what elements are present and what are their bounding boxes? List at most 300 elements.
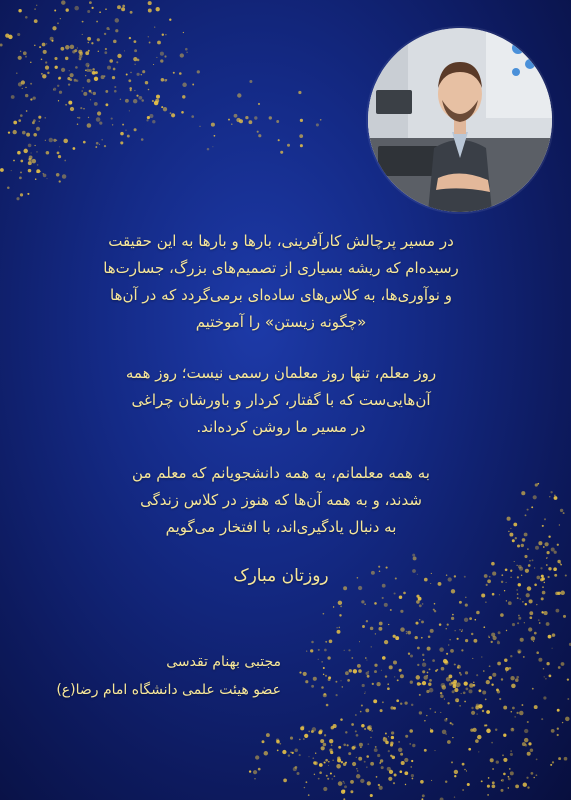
sparkle-dot — [356, 757, 357, 758]
sparkle-dot — [341, 790, 345, 794]
sparkle-dot — [312, 757, 314, 759]
sparkle-dot — [170, 112, 172, 114]
sparkle-dot — [353, 745, 356, 748]
sparkle-dot — [304, 787, 305, 788]
sparkle-dot — [67, 77, 70, 80]
sparkle-dot — [344, 785, 347, 788]
sparkle-dot — [524, 738, 528, 742]
sparkle-dot — [520, 598, 522, 600]
sparkle-dot — [34, 45, 35, 46]
sparkle-dot — [35, 178, 37, 180]
sparkle-dot — [405, 784, 406, 785]
sparkle-dot — [504, 590, 505, 591]
sparkle-dot — [387, 683, 389, 685]
sparkle-dot — [459, 705, 460, 706]
sparkle-dot — [61, 0, 65, 4]
sparkle-dot — [451, 682, 454, 685]
sparkle-dot — [318, 649, 320, 651]
sparkle-dot — [459, 629, 460, 630]
sparkle-dot — [509, 768, 511, 770]
sparkle-dot — [27, 193, 29, 195]
sparkle-dot — [433, 609, 435, 611]
sparkle-dot — [104, 33, 106, 35]
sparkle-dot — [476, 674, 478, 676]
sparkle-dot — [136, 95, 138, 97]
sparkle-dot — [121, 7, 125, 11]
sparkle-dot — [45, 61, 47, 63]
sparkle-dot — [343, 744, 346, 747]
sparkle-dot — [503, 758, 507, 762]
sparkle-dot — [427, 672, 429, 674]
sparkle-dot — [543, 696, 546, 699]
sparkle-dot — [465, 597, 466, 598]
sparkle-dot — [408, 653, 410, 655]
sparkle-dot — [185, 48, 188, 51]
sparkle-dot — [557, 728, 559, 730]
sparkle-dot — [410, 681, 413, 684]
sparkle-dot — [63, 139, 68, 144]
sparkle-dot — [532, 688, 534, 690]
sparkle-dot — [469, 617, 472, 620]
sparkle-dot — [422, 670, 425, 673]
sparkle-dot — [105, 48, 107, 50]
sparkle-dot — [421, 620, 424, 623]
sparkle-dot — [339, 614, 341, 616]
sparkle-dot — [364, 603, 365, 604]
sparkle-dot — [464, 618, 468, 622]
sparkle-dot — [314, 761, 318, 765]
sparkle-dot — [548, 536, 550, 538]
sparkle-dot — [465, 671, 468, 674]
sparkle-dot — [152, 120, 155, 123]
sparkle-dot — [387, 687, 390, 690]
sparkle-dot — [502, 754, 504, 756]
sparkle-dot — [305, 680, 308, 683]
sparkle-dot — [521, 544, 524, 547]
sparkle-dot — [466, 688, 469, 691]
sparkle-dot — [499, 594, 500, 595]
sparkle-dot — [505, 734, 507, 736]
sparkle-dot — [471, 711, 475, 715]
sparkle-dot — [367, 743, 369, 745]
sparkle-dot — [523, 783, 527, 787]
sparkle-dot — [561, 662, 565, 666]
sparkle-dot — [454, 688, 458, 692]
sparkle-dot — [517, 593, 519, 595]
sparkle-dot — [446, 628, 447, 629]
sparkle-dot — [557, 734, 559, 736]
sparkle-dot — [156, 7, 160, 11]
sparkle-dot — [148, 1, 152, 5]
sparkle-dot — [536, 576, 540, 580]
message-line: در مسیر ما روشن کرده‌اند. — [196, 418, 366, 436]
sparkle-dot — [322, 661, 323, 662]
sparkle-dot — [299, 754, 301, 756]
sparkle-dot — [492, 768, 494, 770]
sparkle-dot — [337, 757, 340, 760]
sparkle-dot — [61, 68, 65, 72]
sparkle-dot — [0, 43, 3, 46]
sparkle-dot — [105, 90, 108, 93]
sparkle-dot — [464, 701, 466, 703]
sparkle-dot — [525, 603, 527, 605]
sparkle-dot — [16, 197, 19, 200]
sparkle-dot — [78, 117, 80, 119]
sparkle-dot — [68, 83, 70, 85]
sparkle-dot — [498, 631, 501, 634]
sparkle-dot — [531, 636, 536, 641]
sparkle-dot — [565, 717, 570, 722]
sparkle-dot — [434, 750, 435, 751]
sparkle-dot — [419, 604, 422, 607]
sparkle-dot — [55, 66, 58, 69]
sparkle-dot — [422, 681, 426, 685]
sparkle-dot — [40, 171, 41, 172]
sparkle-dot — [501, 779, 504, 782]
sparkle-dot — [528, 627, 532, 631]
sparkle-dot — [456, 682, 461, 687]
sparkle-dot — [136, 73, 139, 76]
sparkle-dot — [367, 675, 370, 678]
sparkle-dot — [483, 626, 485, 628]
sparkle-dot — [58, 155, 61, 158]
sparkle-dot — [353, 669, 357, 673]
sparkle-dot — [45, 117, 46, 118]
sparkle-dot — [389, 665, 393, 669]
sparkle-dot — [324, 734, 326, 736]
sparkle-dot — [59, 91, 62, 94]
sparkle-dot — [381, 766, 384, 769]
sparkle-dot — [554, 574, 557, 577]
sparkle-dot — [472, 658, 473, 659]
sparkle-dot — [488, 636, 489, 637]
sparkle-dot — [299, 672, 301, 674]
sparkle-dot — [412, 554, 415, 557]
sparkle-dot — [382, 597, 384, 599]
sparkle-dot — [343, 781, 345, 783]
sparkle-dot — [517, 622, 519, 624]
sparkle-dot — [314, 774, 315, 775]
sparkle-dot — [554, 496, 558, 500]
sparkle-dot — [497, 662, 501, 666]
sparkle-dot — [426, 715, 427, 716]
sparkle-dot — [298, 91, 301, 94]
sparkle-dot — [62, 174, 66, 178]
sparkle-dot — [325, 641, 327, 643]
sparkle-dot — [422, 794, 425, 797]
sparkle-dot — [446, 653, 448, 655]
sparkle-dot — [80, 59, 81, 60]
sparkle-dot — [516, 676, 519, 679]
sparkle-dot — [7, 186, 10, 189]
sparkle-dot — [11, 95, 15, 99]
sparkle-dot — [41, 59, 43, 61]
sparkle-dot — [382, 701, 384, 703]
sparkle-dot — [477, 714, 478, 715]
sparkle-dot — [415, 622, 418, 625]
sparkle-dot — [337, 630, 341, 634]
sparkle-dot — [548, 567, 551, 570]
sparkle-dot — [477, 735, 481, 739]
sparkle-dot — [142, 70, 145, 73]
sparkle-dot — [409, 729, 413, 733]
sparkle-dot — [388, 624, 389, 625]
sparkle-dot — [323, 743, 327, 747]
sparkle-dot — [504, 659, 507, 662]
sparkle-dot — [332, 778, 333, 779]
sparkle-dot — [349, 669, 352, 672]
message-line: رسیده‌ام که ریشه بسیاری از تصمیم‌های بزرگ، جسارت‌ها — [103, 259, 459, 277]
sparkle-dot — [82, 87, 83, 88]
sparkle-dot — [104, 51, 107, 54]
sparkle-dot — [130, 72, 131, 73]
sparkle-dot — [36, 151, 37, 152]
sparkle-dot — [86, 69, 89, 72]
sparkle-dot — [450, 722, 452, 724]
sparkle-dot — [422, 662, 426, 666]
sparkle-dot — [231, 124, 232, 125]
sparkle-dot — [457, 638, 459, 640]
sparkle-dot — [350, 780, 354, 784]
sparkle-dot — [297, 772, 300, 775]
sparkle-dot — [43, 174, 47, 178]
sparkle-dot — [106, 27, 109, 30]
sparkle-dot — [115, 29, 118, 32]
sparkle-dot — [362, 684, 365, 687]
sparkle-dot — [496, 760, 499, 763]
sparkle-dot — [358, 586, 362, 590]
sparkle-dot — [533, 641, 534, 642]
sparkle-dot — [417, 647, 420, 650]
sparkle-dot — [101, 75, 105, 79]
sparkle-dot — [88, 42, 90, 44]
sparkle-dot — [141, 99, 144, 102]
sparkle-dot — [531, 506, 533, 508]
sparkle-dot — [394, 774, 397, 777]
sparkle-dot — [462, 763, 465, 766]
sparkle-dot — [313, 677, 317, 681]
sparkle-dot — [365, 691, 366, 692]
sparkle-dot — [52, 26, 56, 30]
message-line: شدند، و به همه آن‌ها که هنوز در کلاس زندگی — [140, 491, 422, 509]
sparkle-dot — [65, 57, 68, 60]
sparkle-dot — [39, 46, 41, 48]
sparkle-dot — [552, 633, 556, 637]
sparkle-dot — [18, 153, 19, 154]
sparkle-dot — [28, 169, 32, 173]
sparkle-dot — [511, 684, 516, 689]
sparkle-dot — [526, 777, 528, 779]
sparkle-dot — [527, 509, 529, 511]
sparkle-dot — [381, 670, 382, 671]
sparkle-dot — [551, 729, 555, 733]
sparkle-dot — [311, 641, 314, 644]
sparkle-dot — [390, 609, 392, 611]
sparkle-dot — [529, 616, 532, 619]
sparkle-dot — [482, 710, 484, 712]
sparkle-dot — [13, 130, 17, 134]
sparkle-dot — [361, 704, 363, 706]
sparkle-dot — [379, 786, 383, 790]
sparkle-dot — [97, 111, 101, 115]
sparkle-dot — [134, 90, 135, 91]
sparkle-dot — [85, 75, 86, 76]
sparkle-dot — [283, 779, 287, 783]
sparkle-dot — [534, 705, 538, 709]
sparkle-dot — [368, 671, 370, 673]
sparkle-dot — [160, 59, 163, 62]
sparkle-dot — [424, 749, 427, 752]
sparkle-dot — [156, 57, 157, 58]
sparkle-dot — [99, 122, 102, 125]
sparkle-dot — [473, 682, 474, 683]
sparkle-dot — [399, 770, 402, 773]
sparkle-dot — [299, 134, 303, 138]
sparkle-dot — [379, 622, 383, 626]
sparkle-dot — [29, 158, 32, 161]
sparkle-dot — [393, 635, 396, 638]
sparkle-dot — [542, 591, 546, 595]
sparkle-dot — [521, 575, 522, 576]
sparkle-dot — [87, 10, 90, 13]
sparkle-dot — [299, 739, 301, 741]
sparkle-dot — [413, 556, 417, 560]
sparkle-dot — [107, 66, 111, 70]
sparkle-dot — [522, 601, 524, 603]
sparkle-dot — [361, 724, 365, 728]
sparkle-dot — [475, 619, 477, 621]
sparkle-dot — [120, 99, 121, 100]
sparkle-dot — [128, 79, 131, 82]
sparkle-dot — [391, 736, 394, 739]
sparkle-dot — [323, 693, 327, 697]
sparkle-dot — [541, 597, 544, 600]
sparkle-dot — [87, 123, 92, 128]
sparkle-dot — [506, 630, 507, 631]
sparkle-dot — [366, 767, 367, 768]
sparkle-dot — [328, 765, 329, 766]
sparkle-dot — [16, 72, 17, 73]
sparkle-dot — [91, 92, 93, 94]
sparkle-dot — [360, 711, 362, 713]
sparkle-dot — [127, 135, 130, 138]
sparkle-dot — [82, 21, 84, 23]
sparkle-dot — [91, 42, 93, 44]
sparkle-dot — [366, 755, 369, 758]
sparkle-dot — [376, 776, 378, 778]
sparkle-dot — [306, 781, 308, 783]
sparkle-dot — [64, 160, 66, 162]
sparkle-dot — [81, 90, 83, 92]
sparkle-dot — [411, 760, 413, 762]
sparkle-dot — [537, 483, 539, 485]
sparkle-dot — [355, 730, 357, 732]
sparkle-dot — [257, 131, 259, 133]
sparkle-dot — [454, 770, 458, 774]
sparkle-dot — [546, 662, 549, 665]
sparkle-dot — [323, 613, 325, 615]
sparkle-dot — [122, 124, 124, 126]
sparkle-dot — [439, 647, 444, 652]
sparkle-dot — [457, 664, 459, 666]
sparkle-dot — [21, 80, 25, 84]
sparkle-dot — [308, 794, 310, 796]
sparkle-dot — [546, 557, 547, 558]
sparkle-dot — [262, 740, 265, 743]
sparkle-dot — [560, 509, 563, 512]
sparkle-dot — [351, 723, 354, 726]
sparkle-dot — [552, 761, 554, 763]
sparkle-dot — [505, 667, 509, 671]
sparkle-dot — [411, 704, 413, 706]
sparkle-dot — [518, 583, 521, 586]
sparkle-dot — [134, 49, 137, 52]
sparkle-dot — [85, 63, 89, 67]
sparkle-dot — [319, 763, 323, 767]
sparkle-dot — [11, 170, 12, 171]
sparkle-dot — [343, 586, 347, 590]
sparkle-dot — [73, 147, 76, 150]
sparkle-dot — [471, 633, 473, 635]
sparkle-dot — [552, 648, 553, 649]
sparkle-dot — [162, 33, 164, 35]
sparkle-dot — [518, 651, 521, 654]
sparkle-dot — [153, 64, 154, 65]
sparkle-dot — [375, 746, 377, 748]
sparkle-dot — [90, 99, 91, 100]
sparkle-dot — [134, 40, 137, 43]
sparkle-dot — [484, 724, 486, 726]
sparkle-dot — [491, 562, 495, 566]
sparkle-dot — [350, 790, 353, 793]
sparkle-dot — [125, 99, 129, 103]
sparkle-dot — [258, 768, 261, 771]
sparkle-dot — [114, 86, 116, 88]
sparkle-dot — [432, 659, 435, 662]
sparkle-dot — [46, 151, 50, 155]
sparkle-dot — [32, 159, 37, 164]
sparkle-dot — [497, 641, 500, 644]
sparkle-dot — [514, 561, 515, 562]
sparkle-dot — [113, 40, 117, 44]
sparkle-dot — [254, 116, 257, 119]
sparkle-dot — [336, 694, 338, 696]
sparkle-dot — [491, 683, 493, 685]
message-paragraph-2 — [46, 360, 516, 441]
sparkle-dot — [13, 160, 15, 162]
sparkle-dot — [450, 649, 454, 653]
sparkle-dot — [279, 743, 281, 745]
sparkle-dot — [163, 107, 167, 111]
sparkle-dot — [228, 119, 230, 121]
sparkle-dot — [370, 737, 371, 738]
sparkle-dot — [348, 752, 351, 755]
sparkle-dot — [145, 81, 148, 84]
sparkle-dot — [76, 79, 79, 82]
sparkle-dot — [77, 123, 78, 124]
sparkle-dot — [98, 51, 99, 52]
sparkle-dot — [564, 757, 568, 761]
sparkle-dot — [560, 563, 562, 565]
sparkle-dot — [486, 729, 491, 734]
sparkle-dot — [101, 139, 103, 141]
sparkle-dot — [25, 87, 26, 88]
sparkle-dot — [378, 627, 382, 631]
sparkle-dot — [356, 734, 359, 737]
sparkle-dot — [388, 736, 389, 737]
sparkle-dot — [366, 660, 367, 661]
sparkle-dot — [336, 627, 337, 628]
